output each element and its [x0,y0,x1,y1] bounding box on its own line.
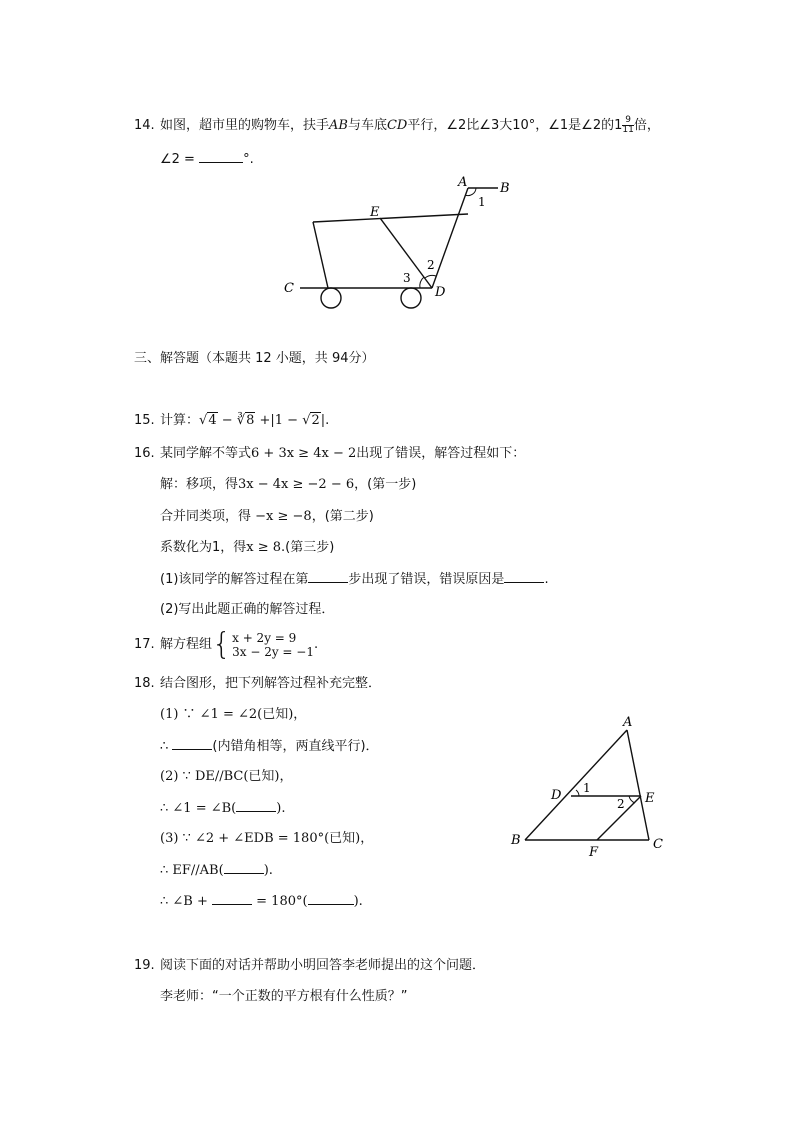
q18-l2 [160,737,379,756]
q16-step1-math: 3x − 4x ≥ −2 − 6 [238,477,355,492]
fig14-label-a: A [458,175,468,190]
q18-l6-prefix: ∴ EF//AB( [160,863,224,878]
q16-step2-math: −x ≥ −8 [255,509,312,524]
q18-l3: (2) ∵ DE//BC(已知)， [160,769,293,784]
q17-equation-1: x + 2y = 9 [232,630,297,645]
q16-step1-text: 解：移项，得 [160,477,239,492]
fig14-angle-1: 1 [478,195,486,209]
q14-answer-blank[interactable] [199,150,243,163]
q18-l4 [160,799,285,818]
q15-sqrt-sign: √ [199,413,208,428]
q14-text-b: 与车底 [347,118,387,133]
q14-answer-prefix: ∠2 = [160,152,200,167]
q18-l4-end: ). [276,801,286,816]
q18-triangle-figure [505,712,675,862]
q17-brace: { [212,626,232,662]
q15-cbrt-sign: ∛ [236,413,246,428]
fig14-angle-3: 3 [403,271,411,285]
q18-l2-reason: (内错角相等，两直线平行)． [212,739,379,754]
q16-text-b: 出现了错误，解答过程如下： [356,446,526,461]
q14-text-c: 平行，∠2比∠3大10°，∠1是∠2的 [407,118,615,133]
q15-radicand-2: 2 [311,413,320,428]
q16-blank-step[interactable] [308,570,348,583]
fig14-label-d: D [435,285,446,300]
q15-sqrt-sign-2: √ [302,413,311,428]
q15-number: 15. [134,413,155,428]
q19-text: 阅读下面的对话并帮助小明回答李老师提出的这个问题． [160,958,486,973]
q16-step3-text: 系数化为1，得 [160,540,247,555]
q14-answer-suffix: °. [243,152,254,167]
q14-fraction [622,116,633,135]
q15-text: 计算： [160,413,200,428]
fig14-label-e: E [370,205,380,220]
q15-radicand-4: 4 [208,413,217,428]
fig18-label-f: F [589,845,599,860]
fig14-angle-2: 2 [427,258,435,272]
q16-step3-math: x ≥ 8 [246,540,282,555]
q14-ab: AB [329,118,348,133]
fig18-label-c: C [653,837,663,852]
q18-l7 [160,892,363,911]
q17-number: 17. [134,637,155,652]
q17-end: . [313,637,319,652]
wheel-left [321,288,341,308]
q14-line1 [134,116,660,135]
q14-cd: CD [386,118,408,133]
fig18-label-b: B [511,833,521,848]
q16-part1-end: . [544,572,549,587]
q18-title-line [134,675,381,693]
q15-abs-open: +|1 − [255,413,303,428]
angle-mark-2 [425,275,436,278]
q16-part1-text-b: 步出现了错误，错误原因是 [348,572,505,587]
q16-part2: (2)写出此题正确的解答过程． [160,602,335,617]
q16-step2 [160,508,374,526]
q15-expr [199,412,329,428]
q18-l5: (3) ∵ ∠2 + ∠EDB = 180°(已知)， [160,831,374,846]
q18-l7-end: ). [353,894,363,909]
side-ab [525,730,627,840]
q15-abs-close: |. [320,413,330,428]
fig18-label-e: E [645,791,655,806]
q18-l4-prefix: ∴ ∠1 = ∠B( [160,801,237,816]
q15-minus: − [217,413,237,428]
q18-l6-end: ). [263,863,273,878]
q14-frac-whole: 1 [614,118,623,133]
q14-number: 14. [134,118,155,133]
q14-text-a: 如图，超市里的购物车，扶手 [160,118,330,133]
q16-line1 [134,445,525,463]
q16-step2-tag: ，(第二步) [311,509,374,524]
q17-equation-2: 3x − 2y = −1 [232,644,314,659]
q16-part1-text-a: (1)该同学的解答过程在第 [160,572,309,587]
q14-text-d: 倍， [633,118,660,133]
q15-line [134,412,329,430]
q14-line2 [160,150,254,169]
fig18-label-d: D [551,788,562,803]
q16-step1-tag: ，(第一步) [354,477,417,492]
q18-blank-4[interactable] [212,892,252,905]
q18-l6 [160,861,273,880]
q16-text-a: 某同学解不等式 [160,446,252,461]
q14-frac-den: 11 [622,125,634,135]
side-ac [627,730,649,840]
q15-radicand-8: 8 [246,413,255,428]
q18-l7-prefix: ∴ ∠B + [160,894,213,909]
q18-blank-2[interactable] [236,799,276,812]
q14-shopping-cart-figure [280,172,520,314]
q16-inequality: 6 + 3x ≥ 4x − 2 [251,446,357,461]
fig14-label-b: B [500,181,510,196]
q17-text: 解方程组 [160,637,213,652]
q18-l1: (1) ∵ ∠1 = ∠2(已知)， [160,707,307,722]
fig18-angle-1: 1 [583,781,591,795]
q16-number: 16. [134,446,155,461]
wheel-right [401,288,421,308]
q16-step3 [160,539,334,557]
q19-number: 19. [134,958,155,973]
q16-step1 [160,476,416,494]
cart-back [313,222,328,288]
q18-l7-mid: = 180°( [252,894,308,909]
fig14-label-c: C [284,281,294,296]
q18-blank-5[interactable] [308,892,354,905]
q16-step3-tag: .(第三步) [281,540,335,555]
q16-part1 [160,570,549,589]
angle-mark-3 [420,277,424,288]
q17-line [134,626,319,662]
q18-blank-1[interactable] [172,737,212,750]
q16-blank-reason[interactable] [504,570,544,583]
cart-top [313,214,468,222]
q18-blank-3[interactable] [224,861,264,874]
q14-frac-num: 9 [622,116,633,126]
fig18-label-a: A [623,715,633,730]
fig18-angle-2: 2 [617,797,625,811]
section-3-heading: 三、解答题（本题共 12 小题，共 94分） [134,351,375,366]
q18-l2-prefix: ∴ [160,739,173,754]
q19-dialog: 李老师：“一个正数的平方根有什么性质？” [160,989,408,1004]
q19-line1 [134,957,485,975]
q18-title: 结合图形，把下列解答过程补充完整． [160,676,382,691]
cart-front-ad [432,188,468,288]
q17-system [232,631,314,659]
q18-number: 18. [134,676,155,691]
q16-step2-text: 合并同类项，得 [160,509,256,524]
angle-mark-1 [576,790,579,796]
